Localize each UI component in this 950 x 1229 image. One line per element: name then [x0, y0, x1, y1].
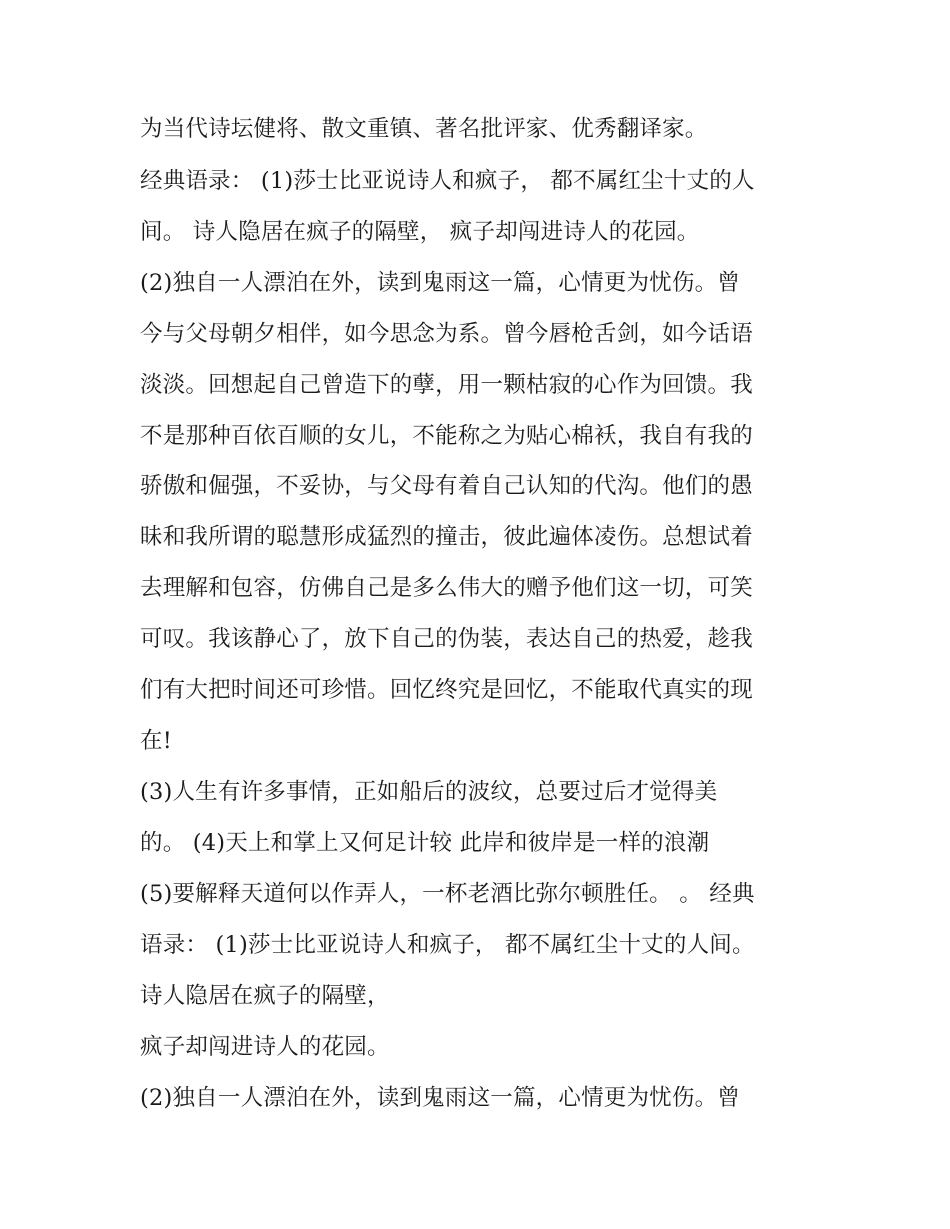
text-line: 骄傲和倔强，不妥协，与父母有着自己认知的代沟。他们的愚 [140, 473, 753, 499]
text-line: 疯子却闯进诗人的花园。 [140, 1034, 390, 1060]
text-line: 为当代诗坛健将、散文重镇、著名批评家、优秀翻译家。 [140, 116, 708, 142]
text-line: 在! [140, 728, 172, 754]
text-line: (2)独自一人漂泊在外，读到鬼雨这一篇，心情更为忧伤。曾 [140, 270, 740, 296]
text-line: 不是那种百依百顺的女儿，不能称之为贴心棉袄，我自有我的 [140, 423, 753, 449]
text-line: (2)独自一人漂泊在外，读到鬼雨这一篇，心情更为忧伤。曾 [140, 1085, 740, 1111]
text-line: 去理解和包容，仿佛自己是多么伟大的赠予他们这一切，可笑 [140, 575, 753, 601]
text-line: 今与父母朝夕相伴，如今思念为系。曾今唇枪舌剑，如今话语 [140, 321, 753, 347]
text-line: 间。 诗人隐居在疯子的隔壁， 疯子却闯进诗人的花园。 [140, 219, 700, 245]
text-line: 的。 (4)天上和掌上又何足计较 此岸和彼岸是一样的浪潮 [140, 830, 710, 856]
text-line: 们有大把时间还可珍惜。回忆终究是回忆，不能取代真实的现 [140, 677, 753, 703]
text-line: (3)人生有许多事情，正如船后的波纹，总要过后才觉得美 [140, 779, 718, 805]
text-line: 诗人隐居在疯子的隔壁， [140, 983, 390, 1009]
text-line: 昧和我所谓的聪慧形成猛烈的撞击，彼此遍体凌伤。总想试着 [140, 524, 753, 550]
text-line: 可叹。我该静心了，放下自己的伪装，表达自己的热爱，趁我 [140, 626, 753, 652]
text-line: 语录： (1)莎士比亚说诗人和疯子， 都不属红尘十丈的人间。 [140, 932, 755, 958]
text-line: (5)要解释天道何以作弄人，一杯老酒比弥尔顿胜任。 。 经典 [140, 881, 755, 907]
text-line: 淡淡。回想起自己曾造下的孽，用一颗枯寂的心作为回馈。我 [140, 372, 753, 398]
text-line: 经典语录： (1)莎士比亚说诗人和疯子， 都不属红尘十丈的人 [140, 168, 755, 194]
